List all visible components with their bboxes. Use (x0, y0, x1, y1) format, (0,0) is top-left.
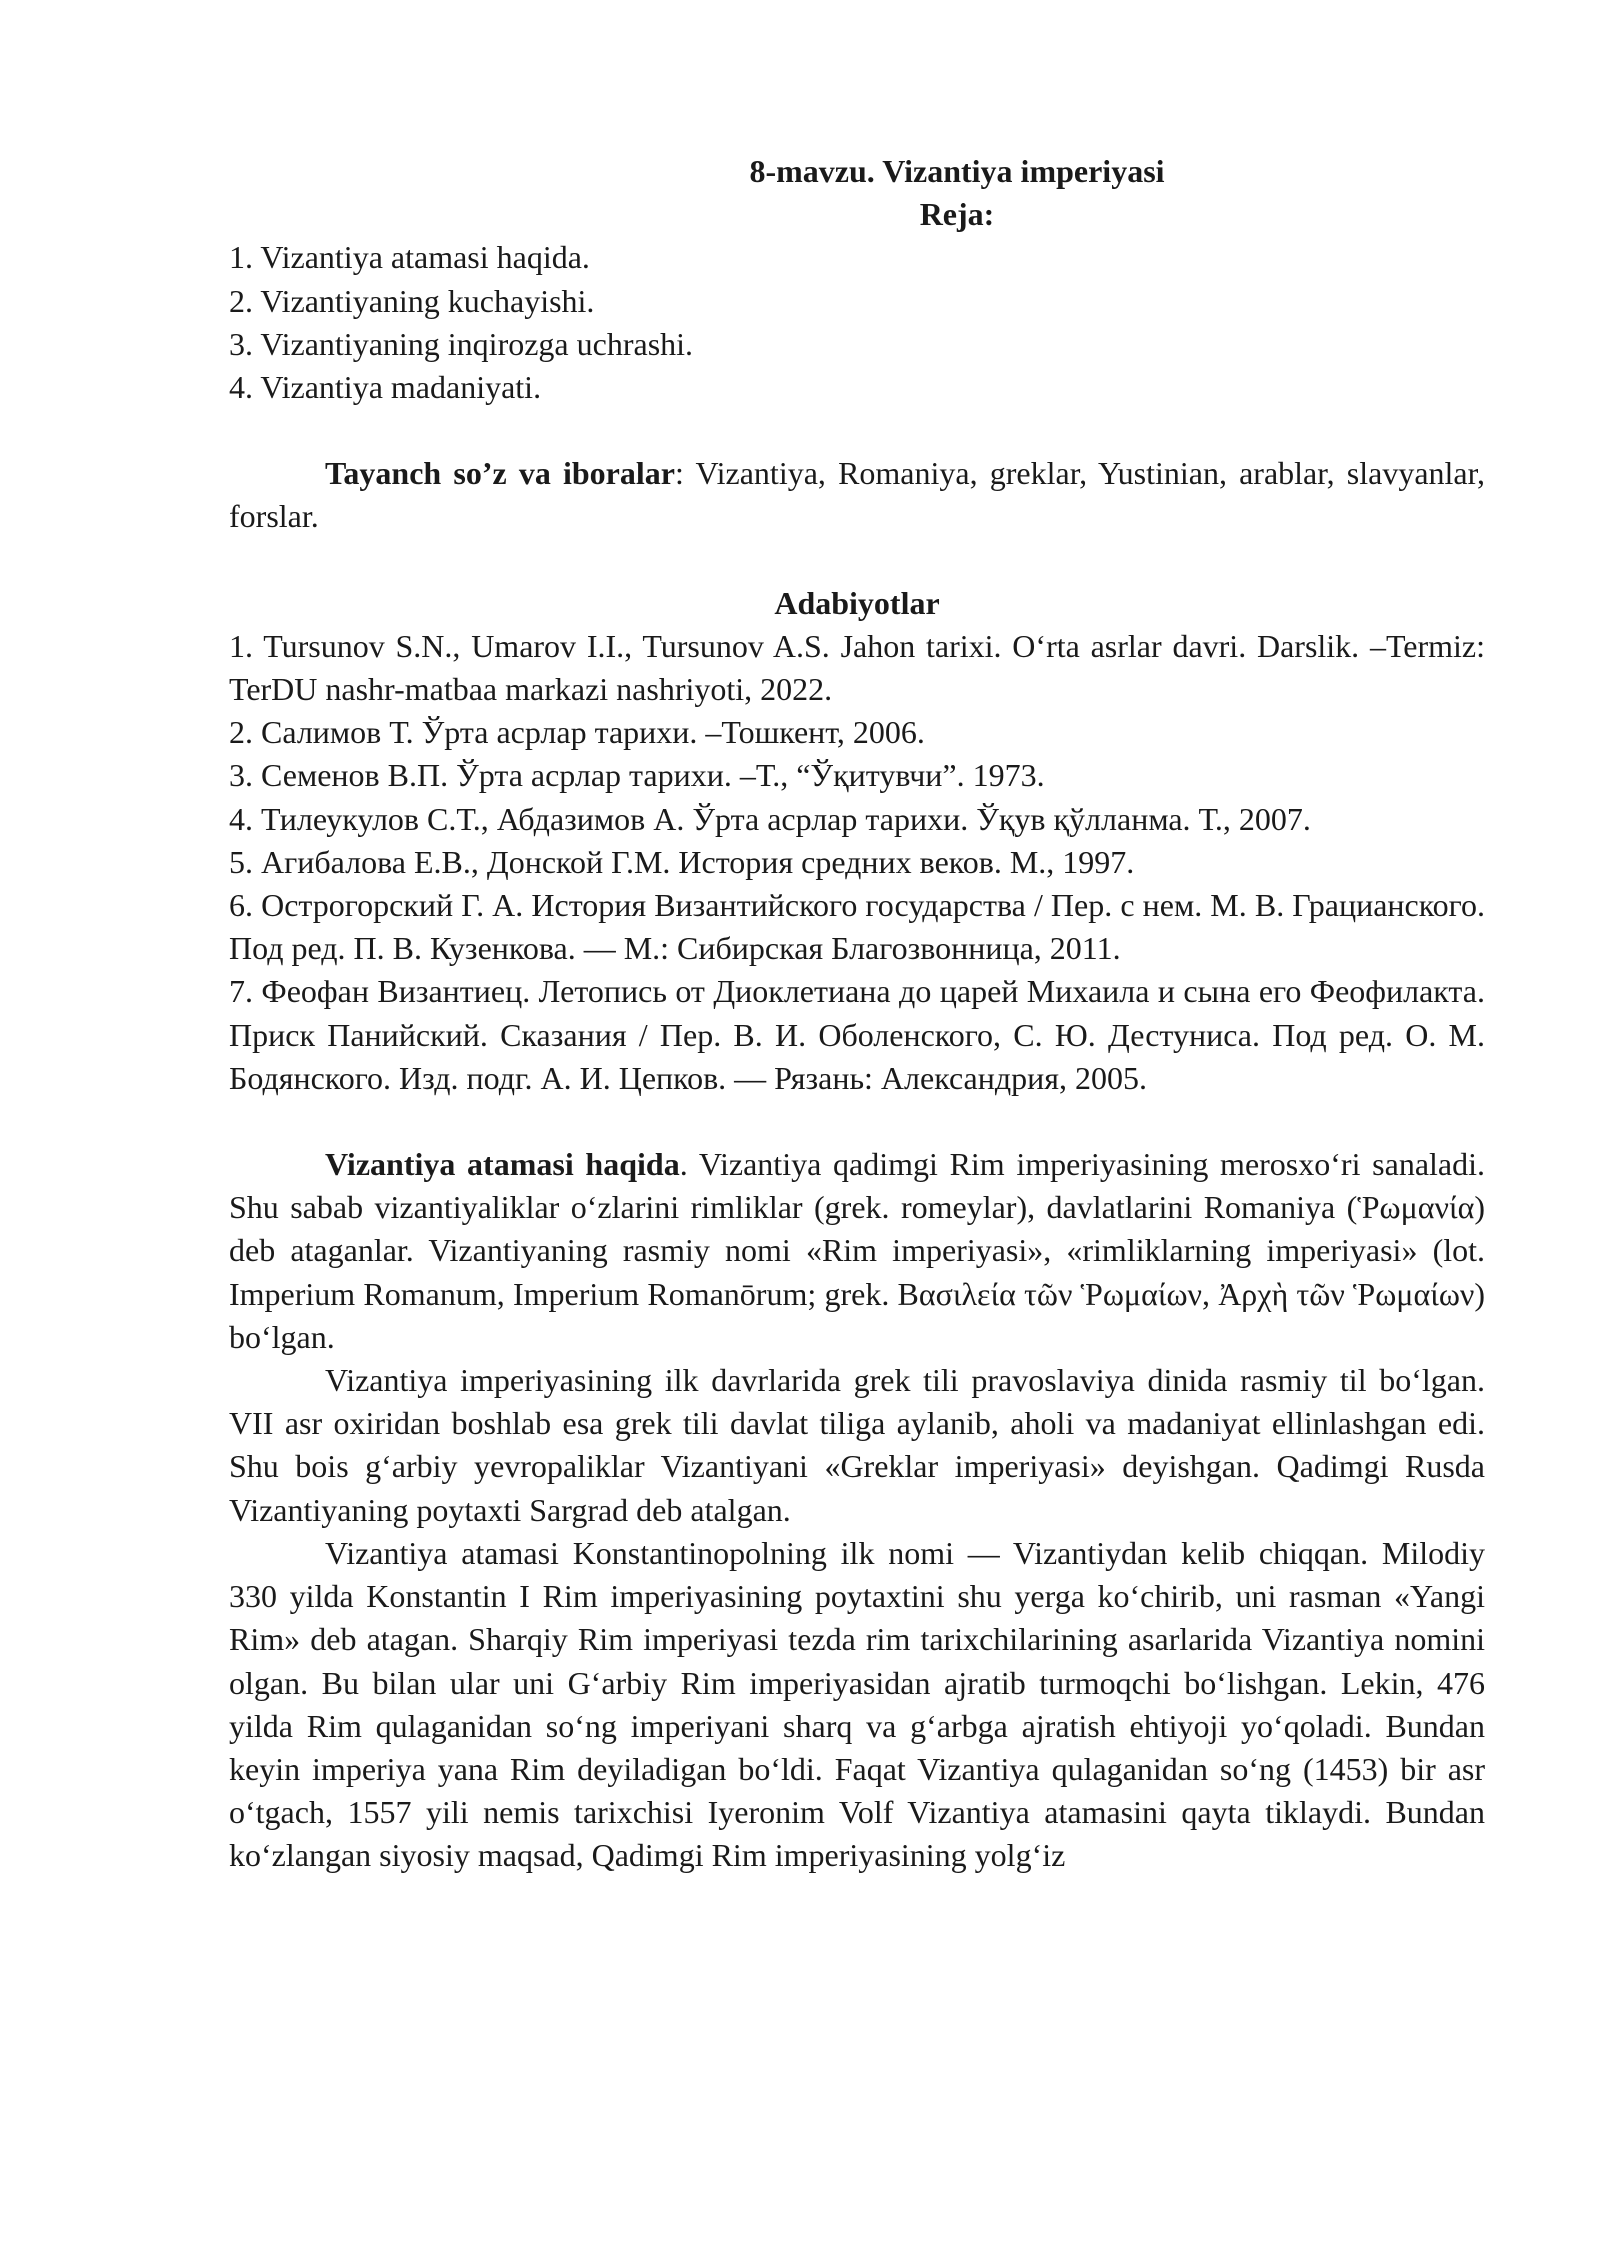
literature-item: 6. Острогорский Г. А. История Византийского государства / Пер. с нем. М. В. Грацианского. Под ред. П. В. Кузенкова. — М.: Сибирская Благозвонница, 2011. (229, 887, 1485, 967)
plan-item: 1. Vizantiya atamasi haqida. (229, 239, 590, 276)
plan-list (229, 236, 1485, 409)
literature-item: 2. Салимов Т. Ўрта асрлар тарихи. –Тошкент, 2006. (229, 714, 925, 751)
literature-item: 1. Tursunov S.N., Umarov I.I., Tursunov A.S. Jahon tarixi. O‘rta asrlar davri. Darslik. –Termiz: TerDU nashr-matbaa markazi nashriyoti, 2022. (229, 627, 1485, 708)
section-label: Vizantiya atamasi haqida (325, 1146, 680, 1183)
body-paragraph-1 (229, 1143, 1485, 1359)
spacer (229, 409, 1485, 452)
spacer (229, 1100, 1485, 1143)
plan-item: 3. Vizantiyaning inqirozga uchrashi. (229, 325, 694, 362)
literature-item: 5. Агибалова Е.В., Донской Г.М. История средних веков. М., 1997. (229, 843, 1135, 880)
keywords-label: Tayanch so’z va iboralar (325, 455, 675, 492)
plan-heading: Reja: (919, 196, 995, 233)
body-paragraph-2: Vizantiya imperiyasining ilk davrlarida grek tili pravoslaviya dinida rasmiy til bo‘lgan. VII asr oxiridan boshlab esa grek tili davlat tiliga aylanib, aholi va madaniyat ellinlashgan edi. Shu bois g‘arbiy yevropaliklar Vizantiyani «Greklar imperiyasi» deyishgan. Qadimgi Rusda Vizantiyaning poytaxti Sargrad deb atalgan. (229, 1362, 1485, 1528)
plan-item: 4. Vizantiya madaniyati. (229, 369, 542, 406)
literature-heading: Adabiyotlar (774, 584, 940, 621)
page-content (229, 150, 1485, 1878)
body-paragraph-3: Vizantiya atamasi Konstantinopolning ilk nomi — Vizantiydan kelib chiqqan. Milodiy 330 yilda Konstantin I Rim imperiyasining poytaxtini shu yerga ko‘chirib, uni rasman «Yangi Rim» deb atagan. Sharqiy Rim imperiyasi tezda rim tarixchilarining asarlarida Vizantiya nomini olgan. Bu bilan ular uni G‘arbiy Rim imperiyasidan ajratib turmoqchi bo‘lishgan. Lekin, 476 yilda Rim qulaganidan so‘ng imperiyani sharq va g‘arbga ajratish ehtiyoji yo‘qoladi. Bundan keyin imperiya yana Rim deyiladigan bo‘ldi. Faqat Vizantiya qulaganidan so‘ng (1453) bir asr o‘tgach, 1557 yili nemis tarixchisi Iyeronim Volf Vizantiya atamasini qayta tiklaydi. Bundan ko‘zlangan siyosiy maqsad, Qadimgi Rim imperiyasining yolg‘iz (229, 1534, 1485, 1874)
literature-item: 4. Тилеукулов С.Т., Абдазимов А. Ўрта асрлар тарихи. Ўқув қўлланма. Т., 2007. (229, 800, 1311, 837)
literature-item: 3. Семенов В.П. Ўрта асрлар тарихи. –Т., “Ўқитувчи”. 1973. (229, 757, 1045, 794)
literature-list (229, 625, 1485, 1100)
topic-title: 8-mavzu. Vizantiya imperiyasi (749, 153, 1165, 189)
keywords-paragraph (229, 452, 1485, 538)
paragraph-text: . Vizantiya qadimgi Rim imperiyasining merosxo‘ri sanaladi. Shu sabab vizantiyaliklar o‘zlarini rimliklar (grek. romeylar), davlatlarini Romaniya (Ῥωμανία) deb ataganlar. Vizantiyaning rasmiy nomi «Rim imperiyasi», «rimliklarning imperiyasi» (lot. Imperium Romanum, Imperium Romanōrum; grek. Βασιλεία τῶν Ῥωμαίων, Ἀρχὴ τῶν Ῥωμαίων) bo‘lgan. (229, 1146, 1486, 1355)
plan-item: 2. Vizantiyaning kuchayishi. (229, 282, 595, 319)
keywords-text: : Vizantiya, Romaniya, greklar, Yustinian, arablar, slavyanlar, forslar. (229, 455, 1485, 535)
literature-item: 7. Феофан Византиец. Летопись от Диоклетиана до царей Михаила и сына его Феофилакта. Приск Панийский. Сказания / Пер. В. И. Оболенского, С. Ю. Дестуниса. Под ред. О. М. Бодянского. Изд. подг. А. И. Цепков. — Рязань: Александрия, 2005. (229, 973, 1485, 1096)
spacer (229, 539, 1485, 582)
